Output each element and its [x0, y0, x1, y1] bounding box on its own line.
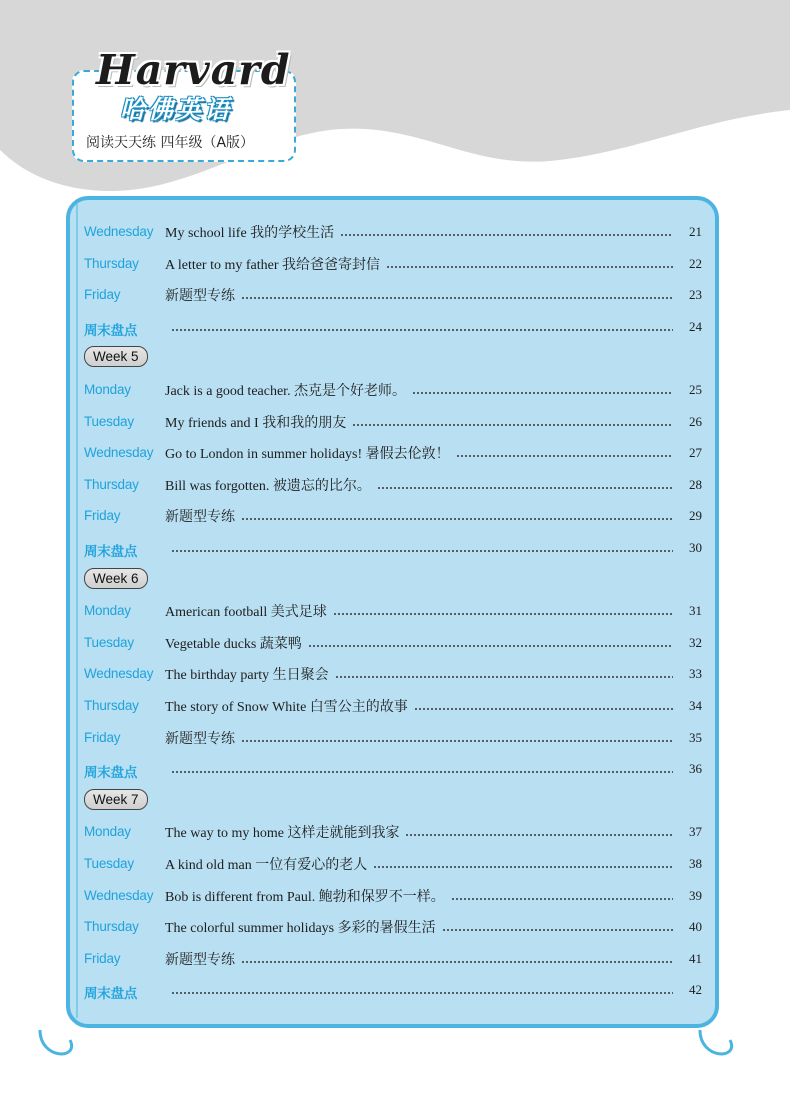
toc-page-number: 41 — [689, 950, 702, 966]
toc-day: 周末盘点 — [84, 544, 138, 560]
toc-day: Monday — [84, 603, 131, 619]
toc-day: Wednesday — [84, 224, 154, 239]
toc-title: 新题型专练 — [165, 289, 235, 305]
dot-leader — [352, 424, 673, 426]
toc-title: American football 美式足球 — [165, 605, 327, 621]
toc-title-wrap — [165, 379, 673, 401]
toc-title: Go to London in summer holidays! 暑假去伦敦！ — [165, 447, 450, 463]
toc-entry[interactable] — [84, 727, 704, 749]
toc-title-wrap — [165, 316, 673, 338]
toc-entry[interactable] — [84, 474, 704, 496]
toc-page-number: 39 — [689, 887, 702, 903]
toc-page-number: 33 — [689, 666, 702, 682]
dot-leader — [241, 740, 673, 742]
dot-leader — [386, 266, 673, 268]
toc-page-number: 28 — [689, 476, 702, 492]
brand-logo-cn: 哈佛英语 — [120, 95, 233, 124]
toc-page-number: 26 — [689, 413, 702, 429]
toc-day: Tuesday — [84, 856, 134, 871]
toc-title-wrap — [165, 916, 673, 938]
dot-leader — [414, 708, 673, 710]
toc-day: Thursday — [84, 698, 139, 713]
toc-page-number: 32 — [689, 634, 702, 650]
toc-entry[interactable] — [84, 379, 704, 401]
toc-day: Monday — [84, 824, 131, 840]
toc-title: The birthday party 生日聚会 — [165, 668, 329, 684]
dot-leader — [171, 550, 673, 552]
toc-entry[interactable] — [84, 948, 704, 970]
toc-entry[interactable] — [84, 284, 704, 306]
toc-page-number: 29 — [689, 508, 702, 524]
dot-leader — [171, 771, 673, 773]
toc-day: Friday — [84, 287, 121, 303]
toc-title-wrap — [165, 221, 673, 243]
toc-entry[interactable] — [84, 316, 704, 338]
toc-title-wrap — [165, 853, 673, 875]
toc-page-number: 38 — [689, 856, 702, 871]
toc-entry[interactable] — [84, 663, 704, 685]
toc-page-number: 30 — [689, 540, 702, 555]
toc-title-wrap — [165, 474, 673, 496]
toc-day: Friday — [84, 508, 121, 524]
toc-day: 周末盘点 — [84, 765, 138, 782]
toc-title-wrap — [165, 411, 673, 433]
toc-day: Wednesday — [84, 887, 154, 903]
toc-page-number: 24 — [689, 318, 702, 334]
toc-day: 周末盘点 — [84, 986, 138, 1003]
toc-title: The way to my home 这样走就能到我家 — [165, 826, 400, 842]
toc-title: My school life 我的学校生活 — [165, 226, 335, 241]
toc-entry[interactable] — [84, 411, 704, 433]
toc-day: Thursday — [84, 255, 139, 271]
toc-page-number: 21 — [689, 224, 702, 239]
toc-entry[interactable] — [84, 442, 704, 464]
toc-entry[interactable] — [84, 979, 704, 1001]
toc-page-number: 37 — [689, 824, 702, 840]
toc-entry[interactable] — [84, 885, 704, 907]
toc-title-wrap — [165, 442, 673, 464]
toc-day: Friday — [84, 729, 121, 745]
dot-leader — [451, 898, 673, 900]
week-badge: Week 5 — [84, 346, 148, 367]
brand-logo: Harvard — [96, 46, 291, 94]
toc-entry[interactable] — [84, 537, 704, 559]
toc-page-number: 25 — [689, 382, 702, 397]
toc-day: Wednesday — [84, 445, 154, 461]
toc-page-number: 42 — [689, 982, 702, 998]
toc-entry[interactable] — [84, 600, 704, 622]
toc-title: A kind old man 一位有爱心的老人 — [165, 858, 368, 873]
toc-title: The story of Snow White 白雪公主的故事 — [165, 700, 408, 715]
toc-page-number: 34 — [689, 698, 702, 713]
toc-entry[interactable] — [84, 853, 704, 875]
dot-leader — [333, 613, 673, 615]
toc-title-wrap — [165, 537, 673, 559]
toc-page-number: 35 — [689, 729, 702, 745]
toc-entry[interactable] — [84, 253, 704, 275]
dot-leader — [335, 676, 673, 678]
dot-leader — [171, 329, 673, 331]
toc-entry[interactable] — [84, 632, 704, 654]
dot-leader — [241, 961, 673, 963]
dot-leader — [241, 297, 673, 299]
week-badge: Week 7 — [84, 789, 148, 810]
toc-title-wrap — [165, 600, 673, 622]
dot-leader — [308, 645, 673, 647]
toc-page-number: 36 — [689, 761, 702, 777]
toc-title-wrap — [165, 758, 673, 780]
toc-entry[interactable] — [84, 505, 704, 527]
toc-day: Thursday — [84, 476, 139, 492]
toc-entry[interactable] — [84, 916, 704, 938]
toc-title-wrap — [165, 695, 673, 717]
toc-title: 新题型专练 — [165, 952, 235, 968]
series-title: 阅读天天练 四年级（A版） — [86, 135, 255, 151]
toc-title: A letter to my father 我给爸爸寄封信 — [165, 257, 381, 273]
toc-title: Vegetable ducks 蔬菜鸭 — [165, 636, 302, 652]
toc-title-wrap — [165, 885, 673, 907]
toc-title-wrap — [165, 632, 673, 654]
toc-day: Tuesday — [84, 634, 134, 650]
toc-page-number: 22 — [689, 255, 702, 271]
toc-day: Wednesday — [84, 666, 154, 682]
dot-leader — [456, 455, 673, 457]
dot-leader — [442, 929, 673, 931]
week-badge: Week 6 — [84, 568, 148, 589]
toc-title-wrap — [165, 821, 673, 843]
toc-title-wrap — [165, 253, 673, 275]
dot-leader — [373, 866, 673, 868]
dot-leader — [241, 518, 673, 520]
toc-title: Jack is a good teacher. 杰克是个好老师。 — [165, 384, 407, 399]
dot-leader — [171, 992, 673, 994]
toc-day: Friday — [84, 950, 121, 966]
toc-page-number: 31 — [689, 603, 702, 619]
toc-day: Monday — [84, 382, 131, 397]
toc-day: 周末盘点 — [84, 322, 138, 339]
toc-page-number: 27 — [689, 445, 702, 461]
toc-entry[interactable] — [84, 758, 704, 780]
toc-page-number: 40 — [689, 919, 702, 935]
toc-title: The colorful summer holidays 多彩的暑假生活 — [165, 921, 436, 937]
dot-leader — [340, 234, 673, 236]
toc-day: Tuesday — [84, 413, 134, 429]
toc-title-wrap — [165, 979, 673, 1001]
toc-title: My friends and I 我和我的朋友 — [165, 415, 347, 431]
toc-title-wrap — [165, 505, 673, 527]
toc-title-wrap — [165, 727, 673, 749]
toc-title: Bob is different from Paul. 鲍勃和保罗不一样。 — [165, 889, 445, 905]
toc-title-wrap — [165, 948, 673, 970]
dot-leader — [405, 834, 673, 836]
dot-leader — [377, 487, 673, 489]
toc-entry[interactable] — [84, 695, 704, 717]
toc-title-wrap — [165, 663, 673, 685]
toc-entry[interactable] — [84, 221, 704, 243]
toc-page-number: 23 — [689, 287, 702, 303]
toc-entry[interactable] — [84, 821, 704, 843]
dot-leader — [412, 392, 673, 394]
toc-title: 新题型专练 — [165, 510, 235, 526]
toc-day: Thursday — [84, 919, 139, 935]
toc-title: 新题型专练 — [165, 731, 235, 747]
toc-title-wrap — [165, 284, 673, 306]
toc-title: Bill was forgotten. 被遗忘的比尔。 — [165, 478, 371, 494]
